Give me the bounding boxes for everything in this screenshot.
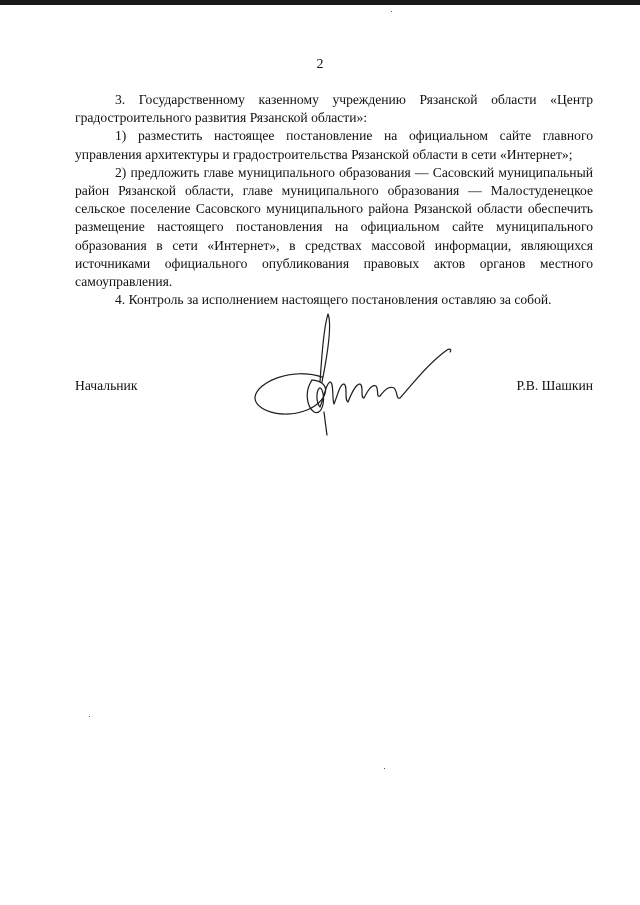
scan-speck [384, 768, 385, 769]
paragraph-subitem-2: 2) предложить главе муниципального образования — Сасовский муниципальный район Рязанской области, главе муниципального образования — Малостуденецкое сельское поселение Сасовского муниципального района Рязанской области обеспечить размещение настоящего постановления на официальном сайте муниципального образования в сети «Интернет», в средствах массовой информации, являющихся источниками официального опубликования правовых актов органов местного самоуправления. [75, 164, 593, 290]
paragraph-item-4: 4. Контроль за исполнением настоящего постановления оставляю за собой. [115, 292, 552, 308]
document-body [75, 91, 593, 309]
scan-speck [391, 11, 392, 12]
handwritten-signature [252, 312, 457, 437]
paragraph-subitem-1: 1) разместить настоящее постановление на официальном сайте главного управления архитектуры и градостроительства Рязанской области в сети «Интернет»; [75, 128, 593, 162]
page-number: 2 [316, 57, 324, 72]
signatory-name: Р.В. Шашкин [516, 378, 593, 393]
top-border-line [0, 0, 640, 5]
scan-speck [89, 716, 90, 717]
paragraph-item-3: 3. Государственному казенному учреждению Рязанской области «Центр градостроительного развития Рязанской области»: [75, 92, 593, 126]
signatory-position: Начальник [75, 378, 138, 393]
